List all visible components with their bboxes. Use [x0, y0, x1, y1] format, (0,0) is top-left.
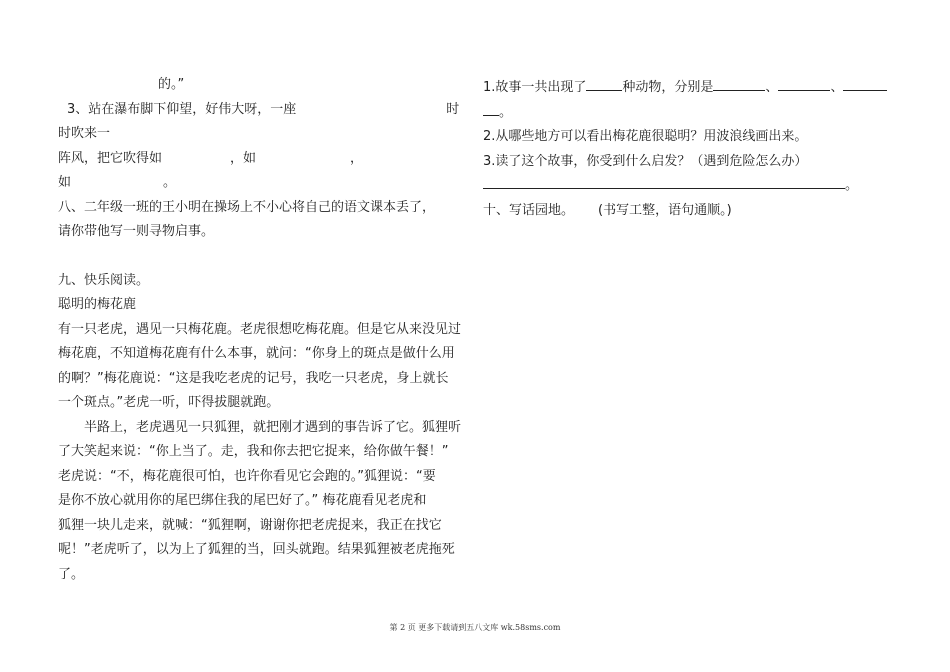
story-paragraph-2-line: 呢！”老虎听了，以为上了狐狸的当，回头就跑。结果狐狸被老虎拖死 — [58, 542, 455, 557]
answer-blank[interactable] — [713, 76, 765, 91]
answer-blank[interactable] — [483, 174, 845, 189]
section-10-heading: 十、写话园地。 (书写工整，语句通顺。) — [483, 202, 732, 218]
answer-blank[interactable] — [778, 76, 830, 91]
reading-question-1-continued: 。 — [483, 101, 903, 126]
section-8-line-1: 八、二年级一班的王小明在操场上不小心将自己的语文课本丢了， — [58, 199, 436, 215]
story-paragraph-2-line: 是你不放心就用你的尾巴绑住我的尾巴好了。” 梅花鹿看见老虎和 — [58, 493, 427, 508]
story-paragraph-2-line: 老虎说：“不，梅花鹿很可怕，也许你看见它会跑的。”狐狸说：“要 — [58, 468, 436, 484]
reading-question-3-answer-line: 。 — [483, 174, 903, 199]
question-3-line-4: 如 。 — [58, 175, 177, 190]
question-3-line-2: 时吹来一 — [58, 126, 111, 141]
left-column — [58, 73, 478, 587]
section-8-line-2: 请你带他写一则寻物启事。 — [58, 224, 215, 239]
reading-question-1: 1.故事一共出现了 种动物，分别是 、 、 — [483, 76, 903, 101]
page-footer: 第 2 页 更多下载请到五八文库 wk.58sms.com — [389, 623, 561, 632]
story-paragraph-1-line: 一个斑点。”老虎一听，吓得拔腿就跑。 — [58, 395, 280, 410]
story-title: 聪明的梅花鹿 — [58, 297, 137, 312]
story-paragraph-1-line: 的啊？”梅花鹿说：“这是我吃老虎的记号，我吃一只老虎，身上就长 — [58, 370, 449, 386]
right-column — [483, 76, 903, 223]
answer-fragment: 的。” — [158, 77, 185, 92]
reading-question-2: 2.从哪些地方可以看出梅花鹿很聪明？用波浪线画出来。 — [483, 129, 808, 144]
story-paragraph-2-line: 半路上，老虎遇见一只狐狸，就把刚才遇到的事告诉了它。狐狸听 — [84, 419, 462, 435]
answer-blank[interactable] — [483, 101, 499, 116]
section-9-heading: 九、快乐阅读。 — [58, 272, 150, 288]
story-paragraph-2-line: 了。 — [58, 566, 85, 582]
story-paragraph-1-line: 有一只老虎，遇见一只梅花鹿。老虎很想吃梅花鹿。但是它从来没见过 — [58, 321, 462, 337]
reading-question-3: 3.读了这个故事，你受到什么启发？（遇到危险怎么办） — [483, 153, 808, 169]
story-paragraph-2-line: 了大笑起来说：“你上当了。走，我和你去把它捉来，给你做午餐！” — [58, 444, 449, 459]
story-paragraph-1-line: 梅花鹿，不知道梅花鹿有什么本事，就问：“你身上的斑点是做什么用 — [58, 346, 455, 361]
question-3-line-1: 3、站在瀑布脚下仰望，好伟大呀，一座 时 — [67, 101, 460, 117]
answer-blank[interactable] — [586, 76, 622, 91]
story-paragraph-2-line: 狐狸一块儿走来，就喊：“狐狸啊，谢谢你把老虎捉来，我正在找它 — [58, 517, 442, 533]
answer-blank[interactable] — [843, 76, 887, 91]
question-3-line-3: 阵风，把它吹得如 ，如 ， — [58, 150, 364, 166]
